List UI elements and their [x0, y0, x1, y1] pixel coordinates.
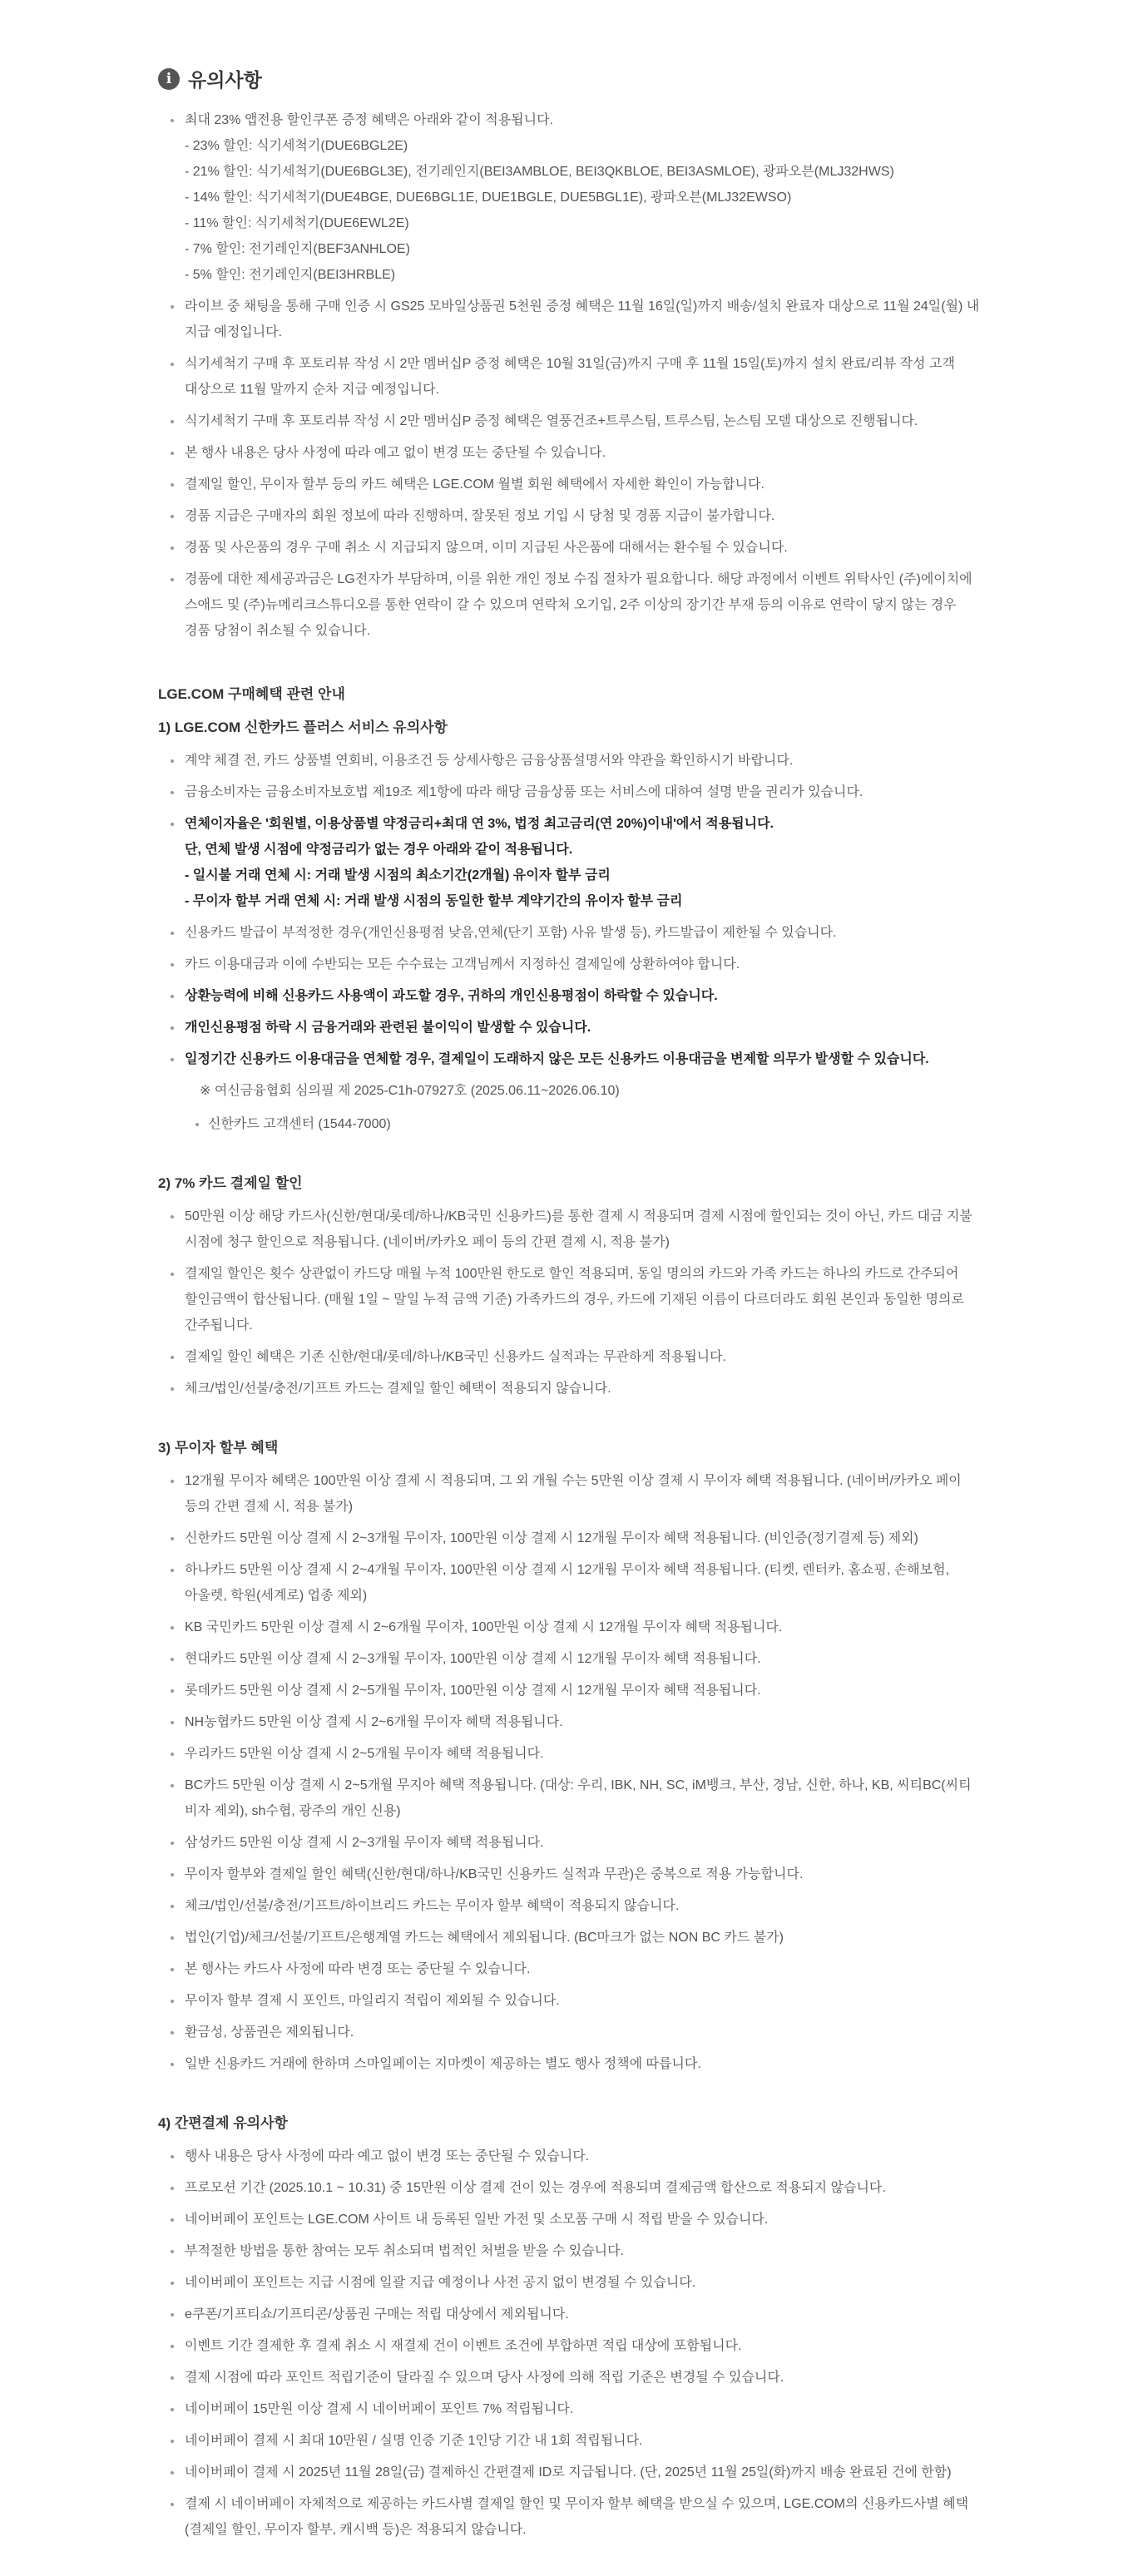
section-list: [158, 748, 998, 1072]
list-item: [158, 2175, 998, 2201]
list-item-line: - 5% 할인: 전기레인지(BEI3HRBLE): [185, 268, 396, 282]
list-item-line: 계약 체결 전, 카드 상품별 연회비, 이용조건 등 상세사항은 금융상품설명서와 약관을 확인하시기 바랍니다.: [185, 754, 794, 768]
list-item-line: NH농협카드 5만원 이상 결제 시 2~6개월 무이자 혜택 적용됩니다.: [185, 1715, 563, 1729]
list-item: [158, 1773, 998, 1824]
list-item-line: 신용카드 발급이 부적정한 경우(개인신용평점 낮음,연체(단기 포함) 사유 발생 등), 카드발급이 제한될 수 있습니다.: [185, 926, 837, 940]
list-item-line: 네이버페이 포인트는 LGE.COM 사이트 내 등록된 일반 가전 및 소모품 구매 시 적립 받을 수 있습니다.: [185, 2213, 769, 2227]
list-item-line: 등의 간편 결제 시, 적용 불가): [185, 1500, 354, 1514]
list-item-line: 상환능력에 비해 신용카드 사용액이 과도할 경우, 귀하의 개인신용평점이 하락할 수 있습니다.: [185, 989, 718, 1003]
list-item-line: 금융소비자는 금융소비자보호법 제19조 제1항에 따라 해당 금융상품 또는 서비스에 대하여 설명 받을 권리가 있습니다.: [185, 785, 863, 799]
list-item-line: 네이버페이 15만원 이상 결제 시 네이버페이 포인트 7% 적립됩니다.: [185, 2402, 574, 2416]
list-item: [158, 2365, 998, 2391]
list-item-line: 식기세척기 구매 후 포토리뷰 작성 시 2만 멤버십P 증정 혜택은 열풍건조+트루스팀, 트루스팀, 논스팀 모델 대상으로 진행됩니다.: [185, 414, 918, 428]
list-item-line: 할인금액이 합산됩니다. (매월 1일 ~ 말일 누적 금액 기준) 가족카드의 경우, 카드에 기재된 이름이 다르더라도 회원 본인과 동일한 명의로: [185, 1293, 964, 1307]
list-item-line: 일정기간 신용카드 이용대금을 연체할 경우, 결제일이 도래하지 않은 모든 신용카드 이용대금을 변제할 의무가 발생할 수 있습니다.: [185, 1052, 929, 1066]
list-item: [158, 503, 998, 529]
notice-header: [158, 65, 998, 92]
list-item: [158, 748, 998, 774]
list-item-line: 네이버페이 결제 시 2025년 11월 28일(금) 결제하신 간편결제 ID로 지급됩니다. (단, 2025년 11월 25일(화)까지 배송 완료된 건에 한함): [185, 2465, 952, 2480]
list-item: [158, 2428, 998, 2454]
list-item: [158, 779, 998, 805]
list-item: [158, 1741, 998, 1767]
list-item: [158, 1261, 998, 1338]
review-note: ※ 여신금융협회 심의필 제 2025-C1h-07927호 (2025.06.11~2026.06.10): [200, 1084, 620, 1098]
list-item: [158, 2207, 998, 2232]
section-heading: 1) LGE.COM 신한카드 플러스 서비스 유의사항: [158, 719, 448, 735]
sub-list: [158, 1111, 998, 1137]
list-item: [158, 1525, 998, 1551]
list-item: [158, 351, 998, 403]
list-item-line: 대상으로 11월 말까지 순차 지급 예정입니다.: [185, 383, 440, 397]
list-item: [158, 1678, 998, 1703]
section-heading: 2) 7% 카드 결제일 할인: [158, 1175, 303, 1191]
list-item-line: 단, 연체 발생 시점에 약정금리가 없는 경우 아래와 같이 적용됩니다.: [185, 843, 573, 857]
list-item: [158, 1046, 998, 1072]
benefit-section: [158, 2110, 998, 2543]
list-item: [158, 107, 998, 288]
notice-list: [158, 107, 998, 644]
list-item-line: BC카드 5만원 이상 결제 시 2~5개월 무지아 혜택 적용됩니다. (대상: 우리, IBK, NH, SC, iM뱅크, 부산, 경남, 신한, 하나, KB, 씨티BC(씨티: [185, 1778, 972, 1792]
list-item-line: 우리카드 5만원 이상 결제 시 2~5개월 무이자 혜택 적용됩니다.: [185, 1747, 544, 1761]
section-list: [158, 1204, 998, 1402]
list-item-line: 경품 및 사은품의 경우 구매 취소 시 지급되지 않으며, 이미 지급된 사은품에 대해서는 환수될 수 있습니다.: [185, 541, 788, 555]
list-item-line: 50만원 이상 해당 카드사(신한/현대/롯데/하나/KB국민 신용카드)를 통한 결제 시 적용되며 결제 시점에 할인되는 것이 아닌, 카드 대금 지불: [185, 1209, 972, 1224]
list-item: [158, 440, 998, 466]
benefit-section: [158, 714, 998, 1137]
list-item: [158, 1925, 998, 1951]
list-item: [158, 535, 998, 561]
list-item-line: (결제일 할인, 무이자 할부, 캐시백 등)은 적용되지 않습니다.: [185, 2523, 527, 2537]
list-item-line: 경품 당첨이 취소될 수 있습니다.: [185, 624, 371, 638]
list-item-line: 롯데카드 5만원 이상 결제 시 2~5개월 무이자, 100만원 이상 결제 시 12개월 무이자 혜택 적용됩니다.: [185, 1684, 761, 1698]
list-item-line: 현대카드 5만원 이상 결제 시 2~3개월 무이자, 100만원 이상 결제 시 12개월 무이자 혜택 적용됩니다.: [185, 1652, 761, 1666]
list-item-line: 체크/법인/선불/충전/기프트/하이브리드 카드는 무이자 할부 혜택이 적용되지 않습니다.: [185, 1899, 680, 1913]
list-item: [158, 472, 998, 497]
list-item-line: 환금성, 상품권은 제외됩니다.: [185, 2025, 354, 2040]
list-item: [158, 408, 998, 434]
list-item-line: 행사 내용은 당사 사정에 따라 예고 없이 변경 또는 중단될 수 있습니다.: [185, 2149, 590, 2163]
list-item: [158, 920, 998, 946]
list-item-line: 결제 시점에 따라 포인트 적립기준이 달라질 수 있으며 당사 사정에 의해 적립 기준은 변경될 수 있습니다.: [185, 2371, 784, 2385]
list-item: [158, 294, 998, 345]
list-item: [158, 2238, 998, 2264]
list-item: [158, 1204, 998, 1255]
notice-panel: [158, 65, 998, 2549]
list-item-line: 법인(기업)/체크/선불/기프트/은행계열 카드는 혜택에서 제외됩니다. (BC마크가 없는 NON BC 카드 불가): [185, 1931, 784, 1945]
list-item: [158, 1614, 998, 1640]
list-item-line: 시점에 청구 할인으로 적용됩니다. (네이버/카카오 페이 등의 간편 결제 시, 적용 불가): [185, 1235, 670, 1249]
list-item: [158, 2460, 998, 2485]
list-item-line: 카드 이용대금과 이에 수반되는 모든 수수료는 고객님께서 지정하신 결제일에 상환하여야 합니다.: [185, 957, 740, 972]
info-icon: i: [158, 68, 180, 90]
list-item-line: 본 행사 내용은 당사 사정에 따라 예고 없이 변경 또는 중단될 수 있습니다.: [185, 446, 606, 460]
list-item-line: - 무이자 할부 거래 연체 시: 거래 발생 시점의 동일한 할부 계약기간의 유이자 할부 금리: [185, 894, 683, 908]
list-item-line: 아울렛, 학원(세계로) 업종 제외): [185, 1589, 368, 1603]
list-item-line: 식기세척기 구매 후 포토리뷰 작성 시 2만 멤버십P 증정 혜택은 10월 31일(금)까지 구매 후 11월 15일(토)까지 설치 완료/리뷰 작성 고객: [185, 357, 955, 371]
list-item: [158, 1344, 998, 1370]
list-item-line: 연체이자율은 '회원별, 이용상품별 약정금리+최대 연 3%, 법정 최고금리(연 20%)이내'에서 적용됩니다.: [185, 817, 774, 831]
list-item: [158, 1862, 998, 1887]
benefits-title: LGE.COM 구매혜택 관련 안내: [158, 686, 345, 702]
list-item-line: 스애드 및 (주)뉴메리크스튜디오를 통한 연락이 갈 수 있으며 연락처 오기입, 2주 이상의 장기간 부재 등의 이유로 연락이 닿지 않는 경우: [185, 598, 957, 612]
list-item-line: 네이버페이 결제 시 최대 10만원 / 실명 인증 기준 1인당 기간 내 1회 적립됩니다.: [185, 2434, 643, 2448]
list-item-line: 이벤트 기간 결제한 후 결제 취소 시 재결제 건이 이벤트 조건에 부합하면 적립 대상에 포함됩니다.: [185, 2339, 742, 2353]
list-item-line: 경품에 대한 제세공과금은 LG전자가 부담하며, 이를 위한 개인 정보 수집 절차가 필요합니다. 해당 과정에서 이벤트 위탁사인 (주)에이치에: [185, 572, 972, 586]
benefit-section: [158, 1170, 998, 1402]
notice-title: 유의사항: [188, 69, 262, 91]
list-item-line: 삼성카드 5만원 이상 결제 시 2~3개월 무이자 혜택 적용됩니다.: [185, 1836, 544, 1850]
list-item-line: - 7% 할인: 전기레인지(BEF3ANHLOE): [185, 242, 410, 256]
section-list: [158, 2143, 998, 2543]
list-item: [158, 2302, 998, 2327]
list-item-line: 본 행사는 카드사 사정에 따라 변경 또는 중단될 수 있습니다.: [185, 1962, 531, 1976]
list-item-line: 부적절한 방법을 통한 참여는 모두 취소되며 법적인 처벌을 받을 수 있습니다.: [185, 2244, 625, 2258]
list-item: [158, 1893, 998, 1919]
section-heading: 4) 간편결제 유의사항: [158, 2115, 288, 2131]
list-item-line: 결제일 할인, 무이자 할부 등의 카드 혜택은 LGE.COM 월별 회원 혜택에서 자세한 확인이 가능합니다.: [185, 477, 765, 492]
list-item: [158, 1557, 998, 1609]
list-item-line: - 11% 할인: 식기세척기(DUE6EWL2E): [185, 216, 409, 230]
list-item: [158, 811, 998, 914]
list-item-line: 신한카드 5만원 이상 결제 시 2~3개월 무이자, 100만원 이상 결제 시 12개월 무이자 혜택 적용됩니다. (비인증(정기결제 등) 제외): [185, 1531, 918, 1545]
section-heading: 3) 무이자 할부 혜택: [158, 1440, 279, 1456]
list-item-line: 프로모션 기간 (2025.10.1 ~ 10.31) 중 15만원 이상 결제 건이 있는 경우에 적용되며 결제금액 합산으로 적용되지 않습니다.: [185, 2181, 886, 2195]
list-item-line: KB 국민카드 5만원 이상 결제 시 2~6개월 무이자, 100만원 이상 결제 시 12개월 무이자 혜택 적용됩니다.: [185, 1620, 783, 1634]
list-item: [158, 1956, 998, 1982]
list-item: [158, 2051, 998, 2077]
list-item-line: 무이자 할부 결제 시 포인트, 마일리지 적립이 제외될 수 있습니다.: [185, 1994, 560, 2008]
list-item-line: 지급 예정입니다.: [185, 325, 283, 339]
list-item-line: 결제일 할인 혜택은 기존 신한/현대/롯데/하나/KB국민 신용카드 실적과는 무관하게 적용됩니다.: [185, 1350, 727, 1364]
list-item-line: 최대 23% 앱전용 할인쿠폰 증정 혜택은 아래와 같이 적용됩니다.: [185, 113, 553, 127]
list-item: [158, 983, 998, 1009]
section-list: [158, 1468, 998, 2077]
list-item-line: - 23% 할인: 식기세척기(DUE6BGL2E): [185, 139, 408, 153]
list-item: [158, 2396, 998, 2422]
list-item: [158, 2143, 998, 2169]
list-item-line: 일반 신용카드 거래에 한하며 스마일페이는 지마켓이 제공하는 별도 행사 정책에 따릅니다.: [185, 2057, 701, 2071]
list-item-line: - 14% 할인: 식기세척기(DUE4BGE, DUE6BGL1E, DUE1BGLE, DUE5BGL1E), 광파오븐(MLJ32EWSO): [185, 190, 792, 205]
list-item-line: - 일시불 거래 연체 시: 거래 발생 시점의 최소기간(2개월) 유이자 할부 금리: [185, 868, 611, 883]
list-item-line: 비자 제외), sh수협, 광주의 개인 신용): [185, 1804, 401, 1818]
list-item-line: e쿠폰/기프티쇼/기프티콘/상품권 구매는 적립 대상에서 제외됩니다.: [185, 2307, 569, 2321]
list-item: [158, 566, 998, 644]
list-item-line: 결제일 할인은 횟수 상관없이 카드당 매월 누적 100만원 한도로 할인 적용되며, 동일 명의의 카드와 가족 카드는 하나의 카드로 간주되어: [185, 1267, 959, 1281]
list-item-line: - 21% 할인: 식기세척기(DUE6BGL3E), 전기레인지(BEI3AMBLOE, BEI3QKBLOE, BEI3ASMLOE), 광파오븐(MLJ32HWS): [185, 165, 894, 179]
list-item-line: 결제 시 네이버페이 자체적으로 제공하는 카드사별 결제일 할인 및 무이자 할부 혜택을 받으실 수 있으며, LGE.COM의 신용카드사별 혜택: [185, 2497, 969, 2511]
sub-list-item: 신한카드 고객센터 (1544-7000): [158, 1111, 998, 1137]
benefit-section: [158, 1435, 998, 2077]
list-item: [158, 1015, 998, 1041]
list-item: [158, 2270, 998, 2296]
list-item: [158, 1468, 998, 1520]
list-item-line: 체크/법인/선불/충전/기프트 카드는 결제일 할인 혜택이 적용되지 않습니다.: [185, 1382, 611, 1396]
list-item: [158, 952, 998, 977]
list-item-line: 무이자 할부와 결제일 할인 혜택(신한/현대/하나/KB국민 신용카드 실적과 무관)은 중복으로 적용 가능합니다.: [185, 1867, 804, 1881]
list-item: [158, 1376, 998, 1402]
list-item-line: 12개월 무이자 혜택은 100만원 이상 결제 시 적용되며, 그 외 개월 수는 5만원 이상 결제 시 무이자 혜택 적용됩니다. (네이버/카카오 페이: [185, 1474, 962, 1488]
list-item: [158, 1988, 998, 2014]
list-item-line: 간주됩니다.: [185, 1318, 253, 1332]
list-item: [158, 1709, 998, 1735]
list-item-line: 경품 지급은 구매자의 회원 정보에 따라 진행하며, 잘못된 정보 기입 시 당첨 및 경품 지급이 불가합니다.: [185, 509, 775, 523]
list-item: [158, 2333, 998, 2359]
list-item: [158, 2491, 998, 2543]
benefit-sections: [158, 714, 998, 2543]
list-item: [158, 1646, 998, 1672]
list-item-line: 개인신용평점 하락 시 금융거래와 관련된 불이익이 발생할 수 있습니다.: [185, 1021, 591, 1035]
list-item-line: 네이버페이 포인트는 지급 시점에 일괄 지급 예정이나 사전 공지 없이 변경될 수 있습니다.: [185, 2276, 696, 2290]
list-item: [158, 1830, 998, 1856]
list-item-line: 라이브 중 채팅을 통해 구매 인증 시 GS25 모바일상품권 5천원 증정 혜택은 11월 16일(일)까지 배송/설치 완료자 대상으로 11월 24일(월) 내: [185, 299, 980, 314]
list-item: [158, 2020, 998, 2045]
list-item-line: 하나카드 5만원 이상 결제 시 2~4개월 무이자, 100만원 이상 결제 시 12개월 무이자 혜택 적용됩니다. (티켓, 렌터카, 홈쇼핑, 손해보험,: [185, 1563, 949, 1577]
